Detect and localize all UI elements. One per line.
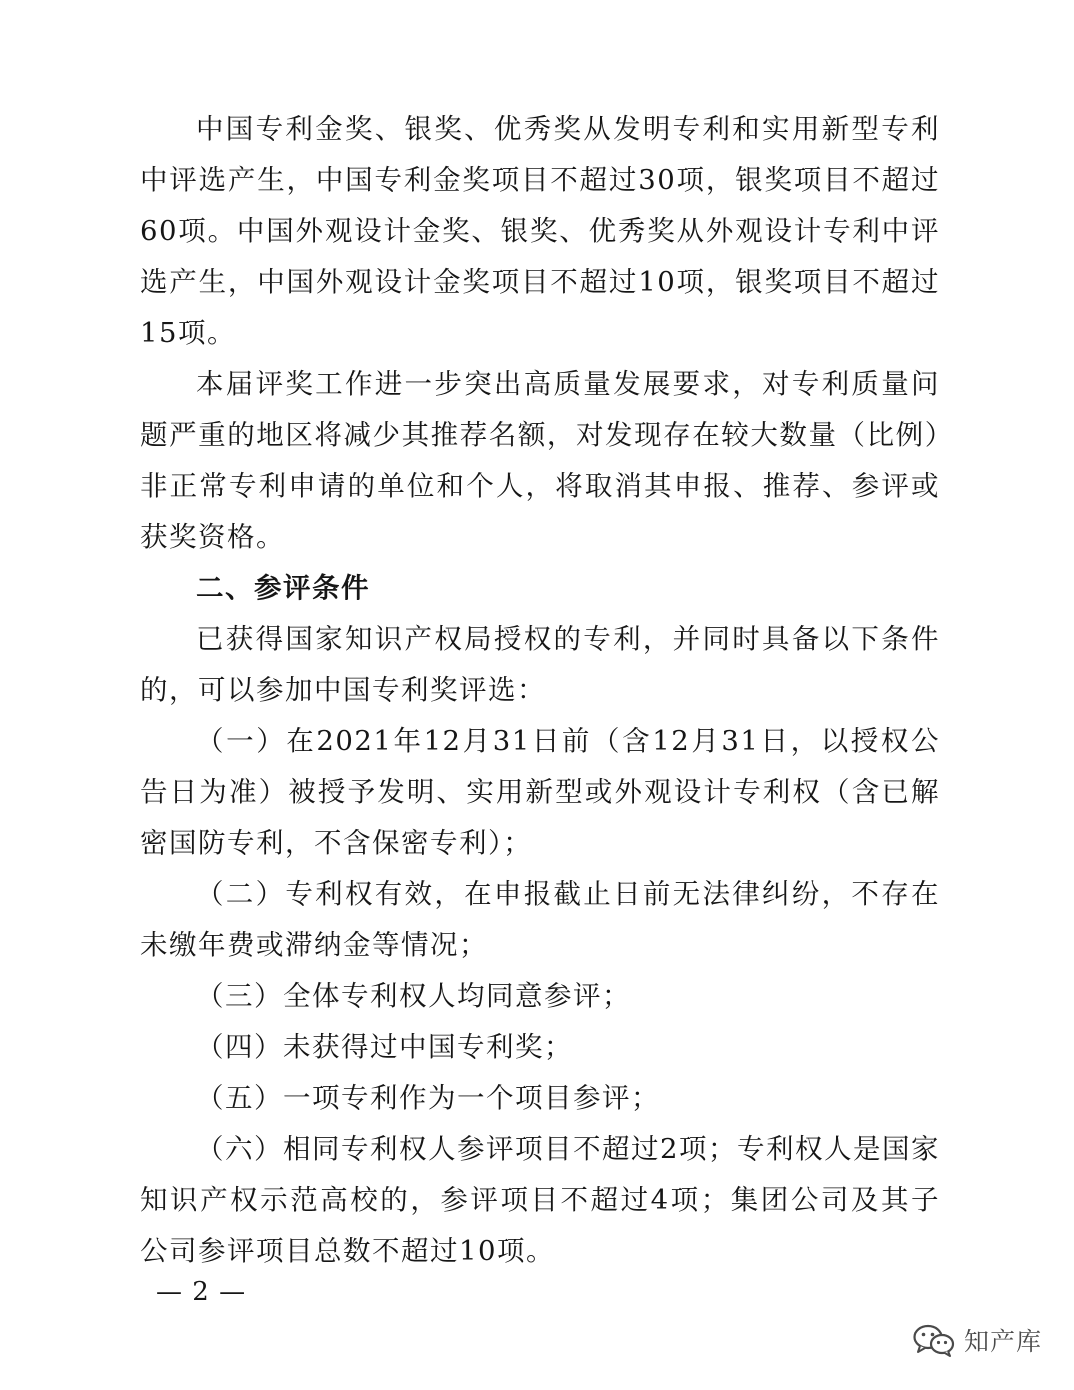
- condition-item-2: （二）专利权有效，在申报截止日前无法律纠纷，不存在未缴年费或滞纳金等情况；: [140, 878, 940, 961]
- paragraph-eligibility-intro: 已获得国家知识产权局授权的专利，并同时具备以下条件的，可以参加中国专利奖评选：: [140, 623, 940, 706]
- condition-item-4: （四）未获得过中国专利奖；: [196, 1031, 573, 1063]
- watermark: [912, 1320, 1042, 1360]
- watermark-label: 知产库: [964, 1327, 1043, 1356]
- condition-item-1: （一）在2021年12月31日前（含12月31日，以授权公告日为准）被授予发明、实用新型或外观设计专利权（含已解密国防专利，不含保密专利）；: [140, 725, 940, 859]
- condition-item-6: （六）相同专利权人参评项目不超过2项；专利权人是国家知识产权示范高校的，参评项目不超过4项；集团公司及其子公司参评项目总数不超过10项。: [140, 1133, 940, 1267]
- page-number: — 2 —: [156, 1277, 247, 1307]
- condition-item-5: （五）一项专利作为一个项目参评；: [196, 1082, 660, 1114]
- body-text: [140, 104, 940, 1277]
- section-heading-eligibility: 二、参评条件: [196, 572, 370, 604]
- paragraph-quality-requirement: 本届评奖工作进一步突出高质量发展要求，对专利质量问题严重的地区将减少其推荐名额，对发现存在较大数量（比例）非正常专利申请的单位和个人，将取消其申报、推荐、参评或获奖资格。: [140, 368, 940, 553]
- paragraph-award-quota: 中国专利金奖、银奖、优秀奖从发明专利和实用新型专利中评选产生，中国专利金奖项目不超过30项，银奖项目不超过60项。中国外观设计金奖、银奖、优秀奖从外观设计专利中评选产生，中国外观设计金奖项目不超过10项，银奖项目不超过15项。: [140, 113, 940, 349]
- wechat-icon: [912, 1323, 956, 1357]
- condition-item-3: （三）全体专利权人均同意参评；: [196, 980, 631, 1012]
